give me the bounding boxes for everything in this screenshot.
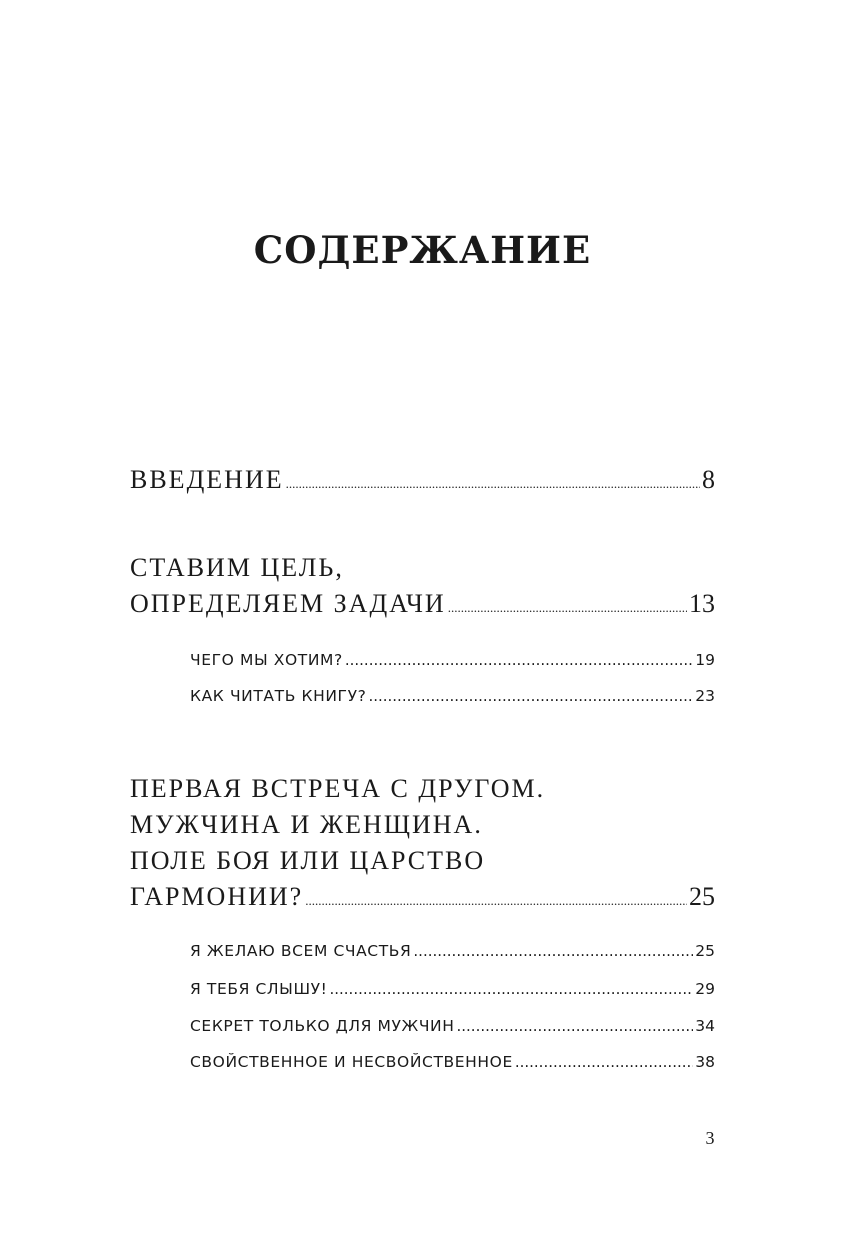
- toc-entry-chapter-2[interactable]: [130, 771, 715, 919]
- toc-entry-intro[interactable]: [130, 462, 715, 502]
- dot-leader: [305, 883, 687, 919]
- toc-entry-label: ВВЕДЕНИЕ: [130, 465, 284, 494]
- toc-entry-label-line: СТАВИМ ЦЕЛЬ,: [130, 553, 344, 582]
- toc-entry-chapter-1[interactable]: [130, 550, 715, 626]
- dot-leader: [448, 590, 687, 626]
- dot-leader: [286, 466, 700, 502]
- toc-entry-page: 8: [702, 465, 715, 494]
- toc-entry-label-line: ПЕРВАЯ ВСТРЕЧА С ДРУГОМ.: [130, 774, 546, 803]
- toc-subentry-page: 23: [695, 687, 715, 705]
- toc-subentry-label: Я ЖЕЛАЮ ВСЕМ СЧАСТЬЯ: [190, 942, 412, 960]
- toc-entry-label-line: МУЖЧИНА И ЖЕНЩИНА.: [130, 810, 483, 839]
- toc-subentry[interactable]: [190, 1015, 715, 1037]
- toc-subentry[interactable]: [190, 978, 715, 1000]
- toc-subentry[interactable]: [190, 649, 715, 671]
- dot-leader: [515, 1051, 693, 1073]
- toc-subentry-page: 19: [695, 651, 715, 669]
- toc-subentry-page: 29: [695, 980, 715, 998]
- page-number: 3: [705, 1128, 715, 1148]
- dot-leader: [329, 978, 693, 1000]
- dot-leader: [457, 1015, 694, 1037]
- toc-entry-page: 25: [689, 882, 715, 911]
- toc-subentry-page: 34: [695, 1017, 715, 1035]
- toc-subentry[interactable]: [190, 1051, 715, 1073]
- toc-subentry[interactable]: [190, 940, 715, 962]
- toc-entry-label-line: ГАРМОНИИ?: [130, 882, 304, 911]
- dot-leader: [345, 649, 693, 671]
- toc-subentry-label: КАК ЧИТАТЬ КНИГУ?: [190, 687, 367, 705]
- toc-subentry-label: Я ТЕБЯ СЛЫШУ!: [190, 980, 328, 998]
- dot-leader: [368, 685, 693, 707]
- dot-leader: [413, 940, 693, 962]
- page-title: СОДЕРЖАНИЕ: [253, 228, 592, 272]
- toc-entry-page: 13: [689, 589, 715, 618]
- toc-subentry[interactable]: [190, 685, 715, 707]
- toc-subentry-page: 25: [695, 942, 715, 960]
- toc-entry-label-line: ОПРЕДЕЛЯЕМ ЗАДАЧИ: [130, 589, 446, 618]
- toc-entry-label-line: ПОЛЕ БОЯ ИЛИ ЦАРСТВО: [130, 846, 486, 875]
- toc-subentry-page: 38: [695, 1053, 715, 1071]
- toc-subentry-label: СЕКРЕТ ТОЛЬКО ДЛЯ МУЖЧИН: [190, 1017, 455, 1035]
- toc-subentry-label: ЧЕГО МЫ ХОТИМ?: [190, 651, 343, 669]
- toc-subentry-label: СВОЙСТВЕННОЕ И НЕСВОЙСТВЕННОЕ: [190, 1053, 513, 1071]
